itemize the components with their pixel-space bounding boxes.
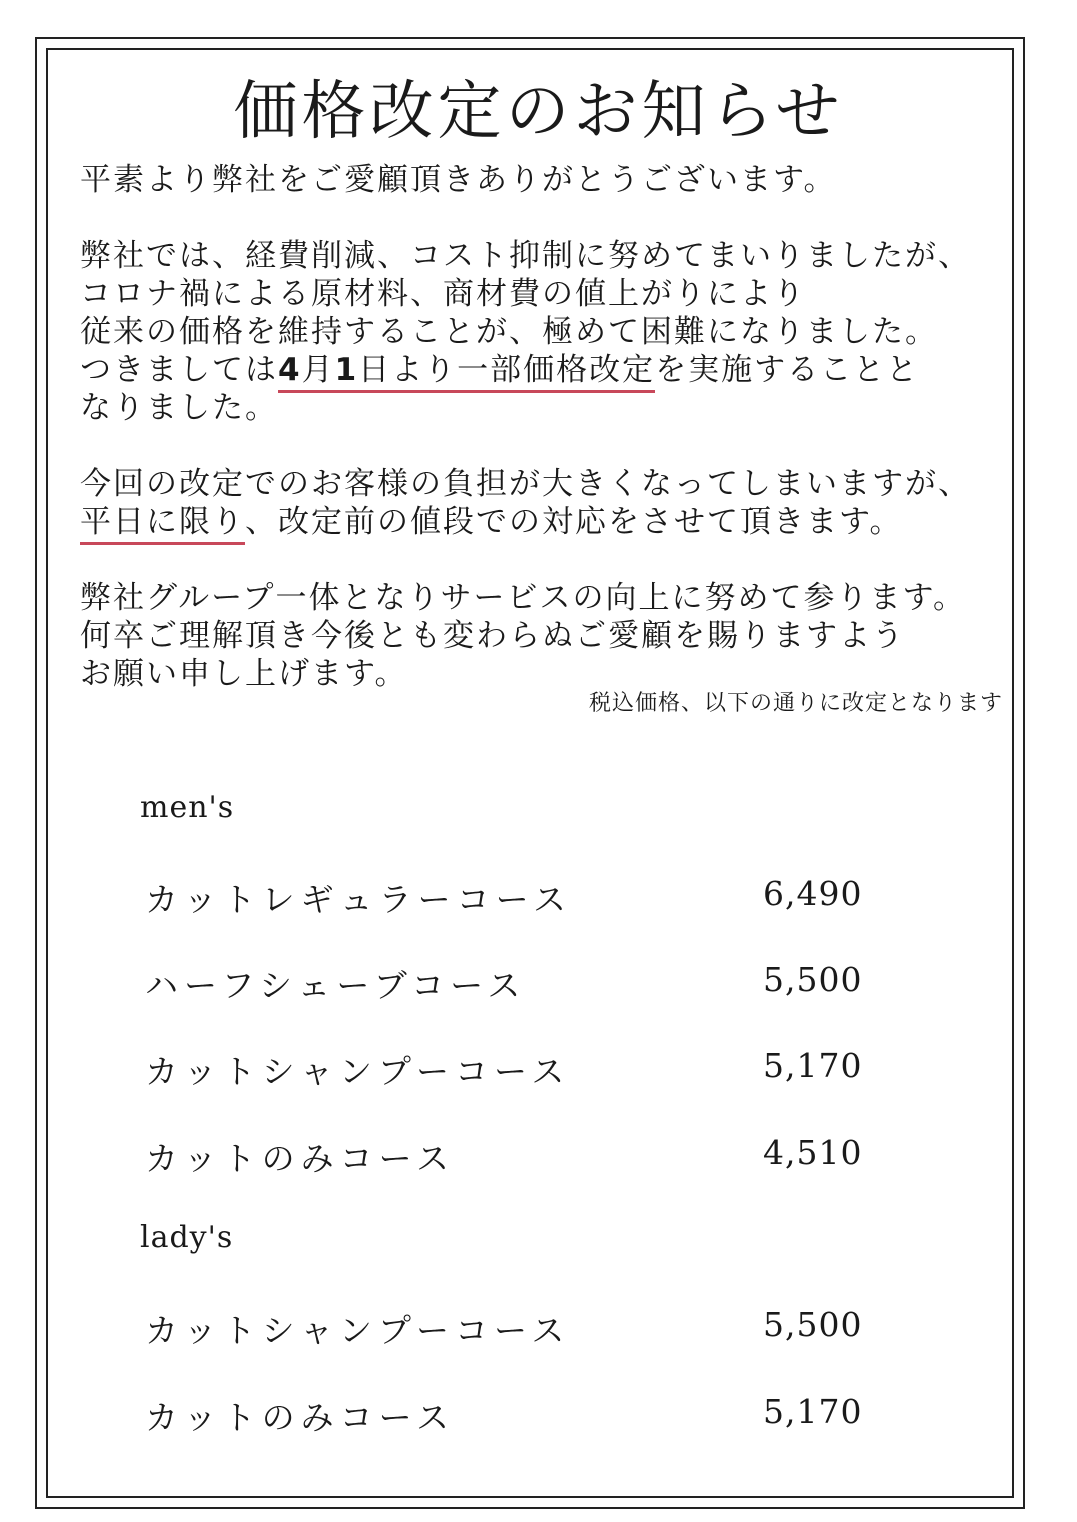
line4-suffix: を実施することと (655, 352, 920, 388)
menu-item-price: 5,170 (763, 1046, 863, 1085)
menu-item-name: ハーフシェーブコース (145, 966, 527, 1005)
paragraph2-line2 (80, 502, 903, 542)
menu-item-price: 4,510 (763, 1133, 863, 1172)
greeting-line: 平素より弊社をご愛顧頂きありがとうございます。 (80, 162, 837, 198)
paragraph1-line2: コロナ禍による原材料、商材費の値上がりにより (80, 276, 806, 312)
menu-item-name: カットのみコース (145, 1139, 456, 1178)
date-month: 4 (278, 352, 302, 388)
paragraph1-line3: 従来の価格を維持することが、極めて困難になりました。 (80, 314, 938, 350)
menu-item-name: カットシャンプーコース (145, 1311, 571, 1350)
date-month-kanji: 月 (301, 352, 335, 388)
paragraph1-line4 (80, 350, 919, 390)
price-note: 税込価格、以下の通りに改定となります (588, 691, 1003, 716)
page-title: 価格改定のお知らせ (233, 75, 844, 149)
menu-item-name: カットのみコース (145, 1398, 456, 1437)
date-day: 1 (334, 352, 359, 388)
line4-prefix: つきましては (80, 352, 278, 388)
paragraph2-line1: 今回の改定でのお客様の負担が大きくなってしまいますが、 (80, 466, 971, 502)
menu-item-name: カットシャンプーコース (145, 1052, 571, 1091)
ladies-section-label: lady's (140, 1220, 234, 1255)
paragraph1-line1: 弊社では、経費削減、コスト抑制に努めてまいりましたが、 (80, 238, 971, 274)
mens-section-label: men's (140, 790, 235, 825)
menu-item-price: 6,490 (763, 874, 863, 913)
menu-item-price: 5,170 (763, 1392, 863, 1431)
paragraph3-line3: お願い申し上げます。 (80, 656, 408, 692)
paragraph1-line5: なりました。 (80, 390, 278, 426)
menu-item-name: カットレギュラーコース (145, 880, 573, 919)
paragraph3-line2: 何卒ご理解頂き今後とも変わらぬご愛顧を賜りますよう (80, 618, 905, 654)
weekday-highlight: 平日に限り (80, 504, 245, 545)
menu-item-price: 5,500 (763, 960, 863, 999)
effective-date-highlight (278, 352, 655, 393)
date-highlight-rest: 日より一部価格改定 (358, 352, 656, 388)
menu-item-price: 5,500 (763, 1305, 863, 1344)
paragraph2-line2-rest: 、改定前の値段での対応をさせて頂きます。 (245, 504, 903, 540)
paragraph3-line1: 弊社グループ一体となりサービスの向上に努めて参ります。 (80, 580, 967, 616)
